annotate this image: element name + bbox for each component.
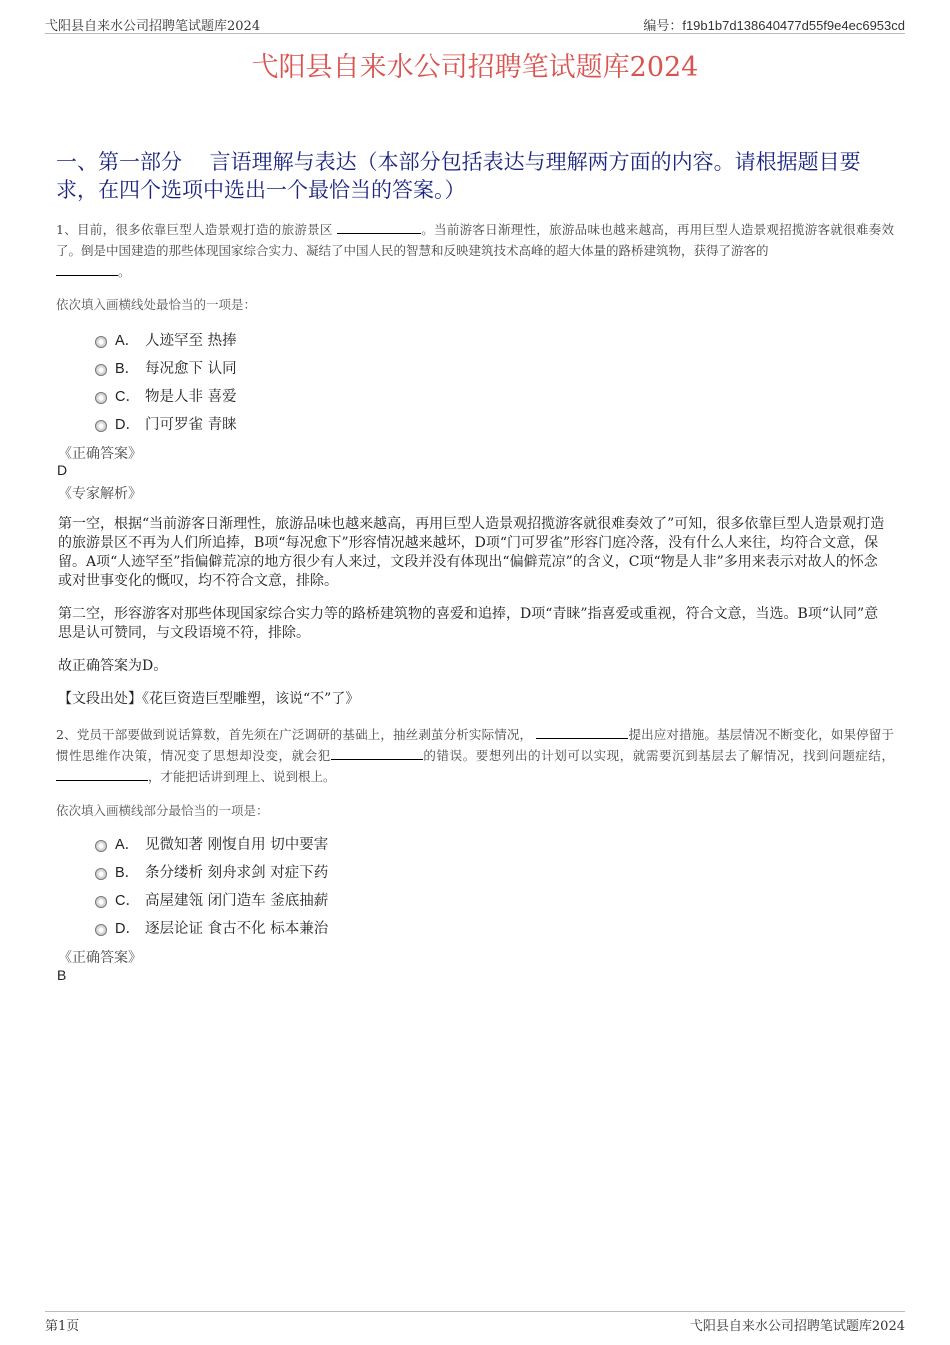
- header-serial-number: 编号：f19b1b7d138640477d55f9e4ec6953cd: [643, 18, 905, 33]
- header-title: 弋阳县自来水公司招聘笔试题库2024: [45, 19, 261, 34]
- question-1-prompt: 依次填入画横线处最恰当的一项是：: [56, 297, 257, 312]
- q1-source: 【文段出处】《花巨资造巨型雕塑，该说“不”了》: [58, 691, 360, 707]
- radio-icon[interactable]: [95, 336, 107, 348]
- question-1-options: [95, 325, 237, 437]
- q1-blank-2: [56, 263, 118, 276]
- q1-option-c[interactable]: C． 物是人非 喜爱: [95, 381, 237, 409]
- q2-option-b[interactable]: B． 条分缕析 刻舟求剑 对症下药: [95, 857, 328, 885]
- question-1-stem: [56, 219, 894, 282]
- q1-text-a: 1、目前，很多依靠巨型人造景观打造的旅游景区: [56, 222, 333, 237]
- radio-icon[interactable]: [95, 924, 107, 936]
- radio-icon[interactable]: [95, 364, 107, 376]
- q1-blank-1: [337, 221, 421, 234]
- q2-blank-2: [331, 747, 423, 760]
- section-title: 一、第一部分 言语理解与表达（本部分包括表达与理解两方面的内容。请根据题目要求，在四个选项中选出一个最恰当的答案。）: [56, 150, 861, 202]
- q2-option-a[interactable]: A． 见微知著 刚愎自用 切中要害: [95, 829, 328, 857]
- page-header: [45, 13, 905, 34]
- q2-blank-1: [536, 726, 628, 739]
- q2-option-c[interactable]: C． 高屋建瓴 闭门造车 釜底抽薪: [95, 885, 328, 913]
- q1-analysis-paragraph-1: 第一空，根据“当前游客日渐理性，旅游品味也越来越高，再用巨型人造景观招揽游客就很难奏效了”可知，很多依靠巨型人造景观打造的旅游景区不再为人们所追捧，B项“每况愈下”形容情况越来越坏，D项“门可罗雀”形容门庭冷落，没有什么人来往，均符合文意，保留。A项“人迹罕至”指偏僻荒凉的地方很少有人来过，文段并没有体现出“偏僻荒凉”的含义，C项“物是人非”多用来表示对故人的怀念或对世事变化的慨叹，均不符合文意，排除。: [58, 516, 885, 589]
- radio-icon[interactable]: [95, 868, 107, 880]
- q2-option-d[interactable]: D． 逐层论证 食古不化 标本兼治: [95, 913, 328, 941]
- page-footer: [45, 1311, 905, 1332]
- q1-text-b: 。当前游客日渐理性，旅游品味也越来越高，再用巨型人造景观招揽游客就很难奏效了。倒是中国建造的那些体现国家综合实力、凝结了中国人民的智慧和反映建筑技术高峰的超大体量的路桥建筑物，获得了游客的: [56, 222, 894, 258]
- question-2-options: [95, 829, 328, 941]
- q2-blank-3: [56, 768, 148, 781]
- question-2-prompt: 依次填入画横线部分最恰当的一项是：: [56, 803, 269, 818]
- q1-option-b[interactable]: B． 每况愈下 认同: [95, 353, 237, 381]
- question-2-stem: 2、党员干部要做到说话算数，首先须在广泛调研的基础上，抽丝剥茧分析实际情况， 提出应对措施。基层情况不断变化，如果停留于惯性思维作决策，情况变了思想却没变，就会犯 的错误。要想列出的计划可以实现，就需要沉到基层去了解情况，找到问题症结， ，才能把话讲到理上、说到根上。: [56, 727, 894, 784]
- radio-icon[interactable]: [95, 420, 107, 432]
- q1-option-d[interactable]: D． 门可罗雀 青睐: [95, 409, 237, 437]
- q1-answer-value: D: [57, 462, 68, 478]
- document-title: 弋阳县自来水公司招聘笔试题库2024: [251, 52, 699, 83]
- q1-answer-label: 《正确答案》: [58, 446, 142, 462]
- q2-answer-label: 《正确答案》: [58, 950, 142, 966]
- radio-icon[interactable]: [95, 840, 107, 852]
- q2-answer-value: B: [57, 967, 67, 983]
- page-number: 第1页: [45, 1319, 80, 1334]
- radio-icon[interactable]: [95, 392, 107, 404]
- q1-analysis-conclusion: 故正确答案为D。: [58, 658, 168, 674]
- footer-title: 弋阳县自来水公司招聘笔试题库2024: [689, 1319, 905, 1334]
- q1-analysis-paragraph-2: 第二空，形容游客对那些体现国家综合实力等的路桥建筑物的喜爱和追捧，D项“青睐”指喜爱或重视，符合文意，当选。B项“认同”意思是认可赞同，与文段语境不符，排除。: [58, 606, 879, 641]
- q1-option-a[interactable]: A． 人迹罕至 热捧: [95, 325, 237, 353]
- q1-analysis-label: 《专家解析》: [58, 486, 142, 502]
- q1-text-c: 。: [118, 264, 131, 279]
- radio-icon[interactable]: [95, 896, 107, 908]
